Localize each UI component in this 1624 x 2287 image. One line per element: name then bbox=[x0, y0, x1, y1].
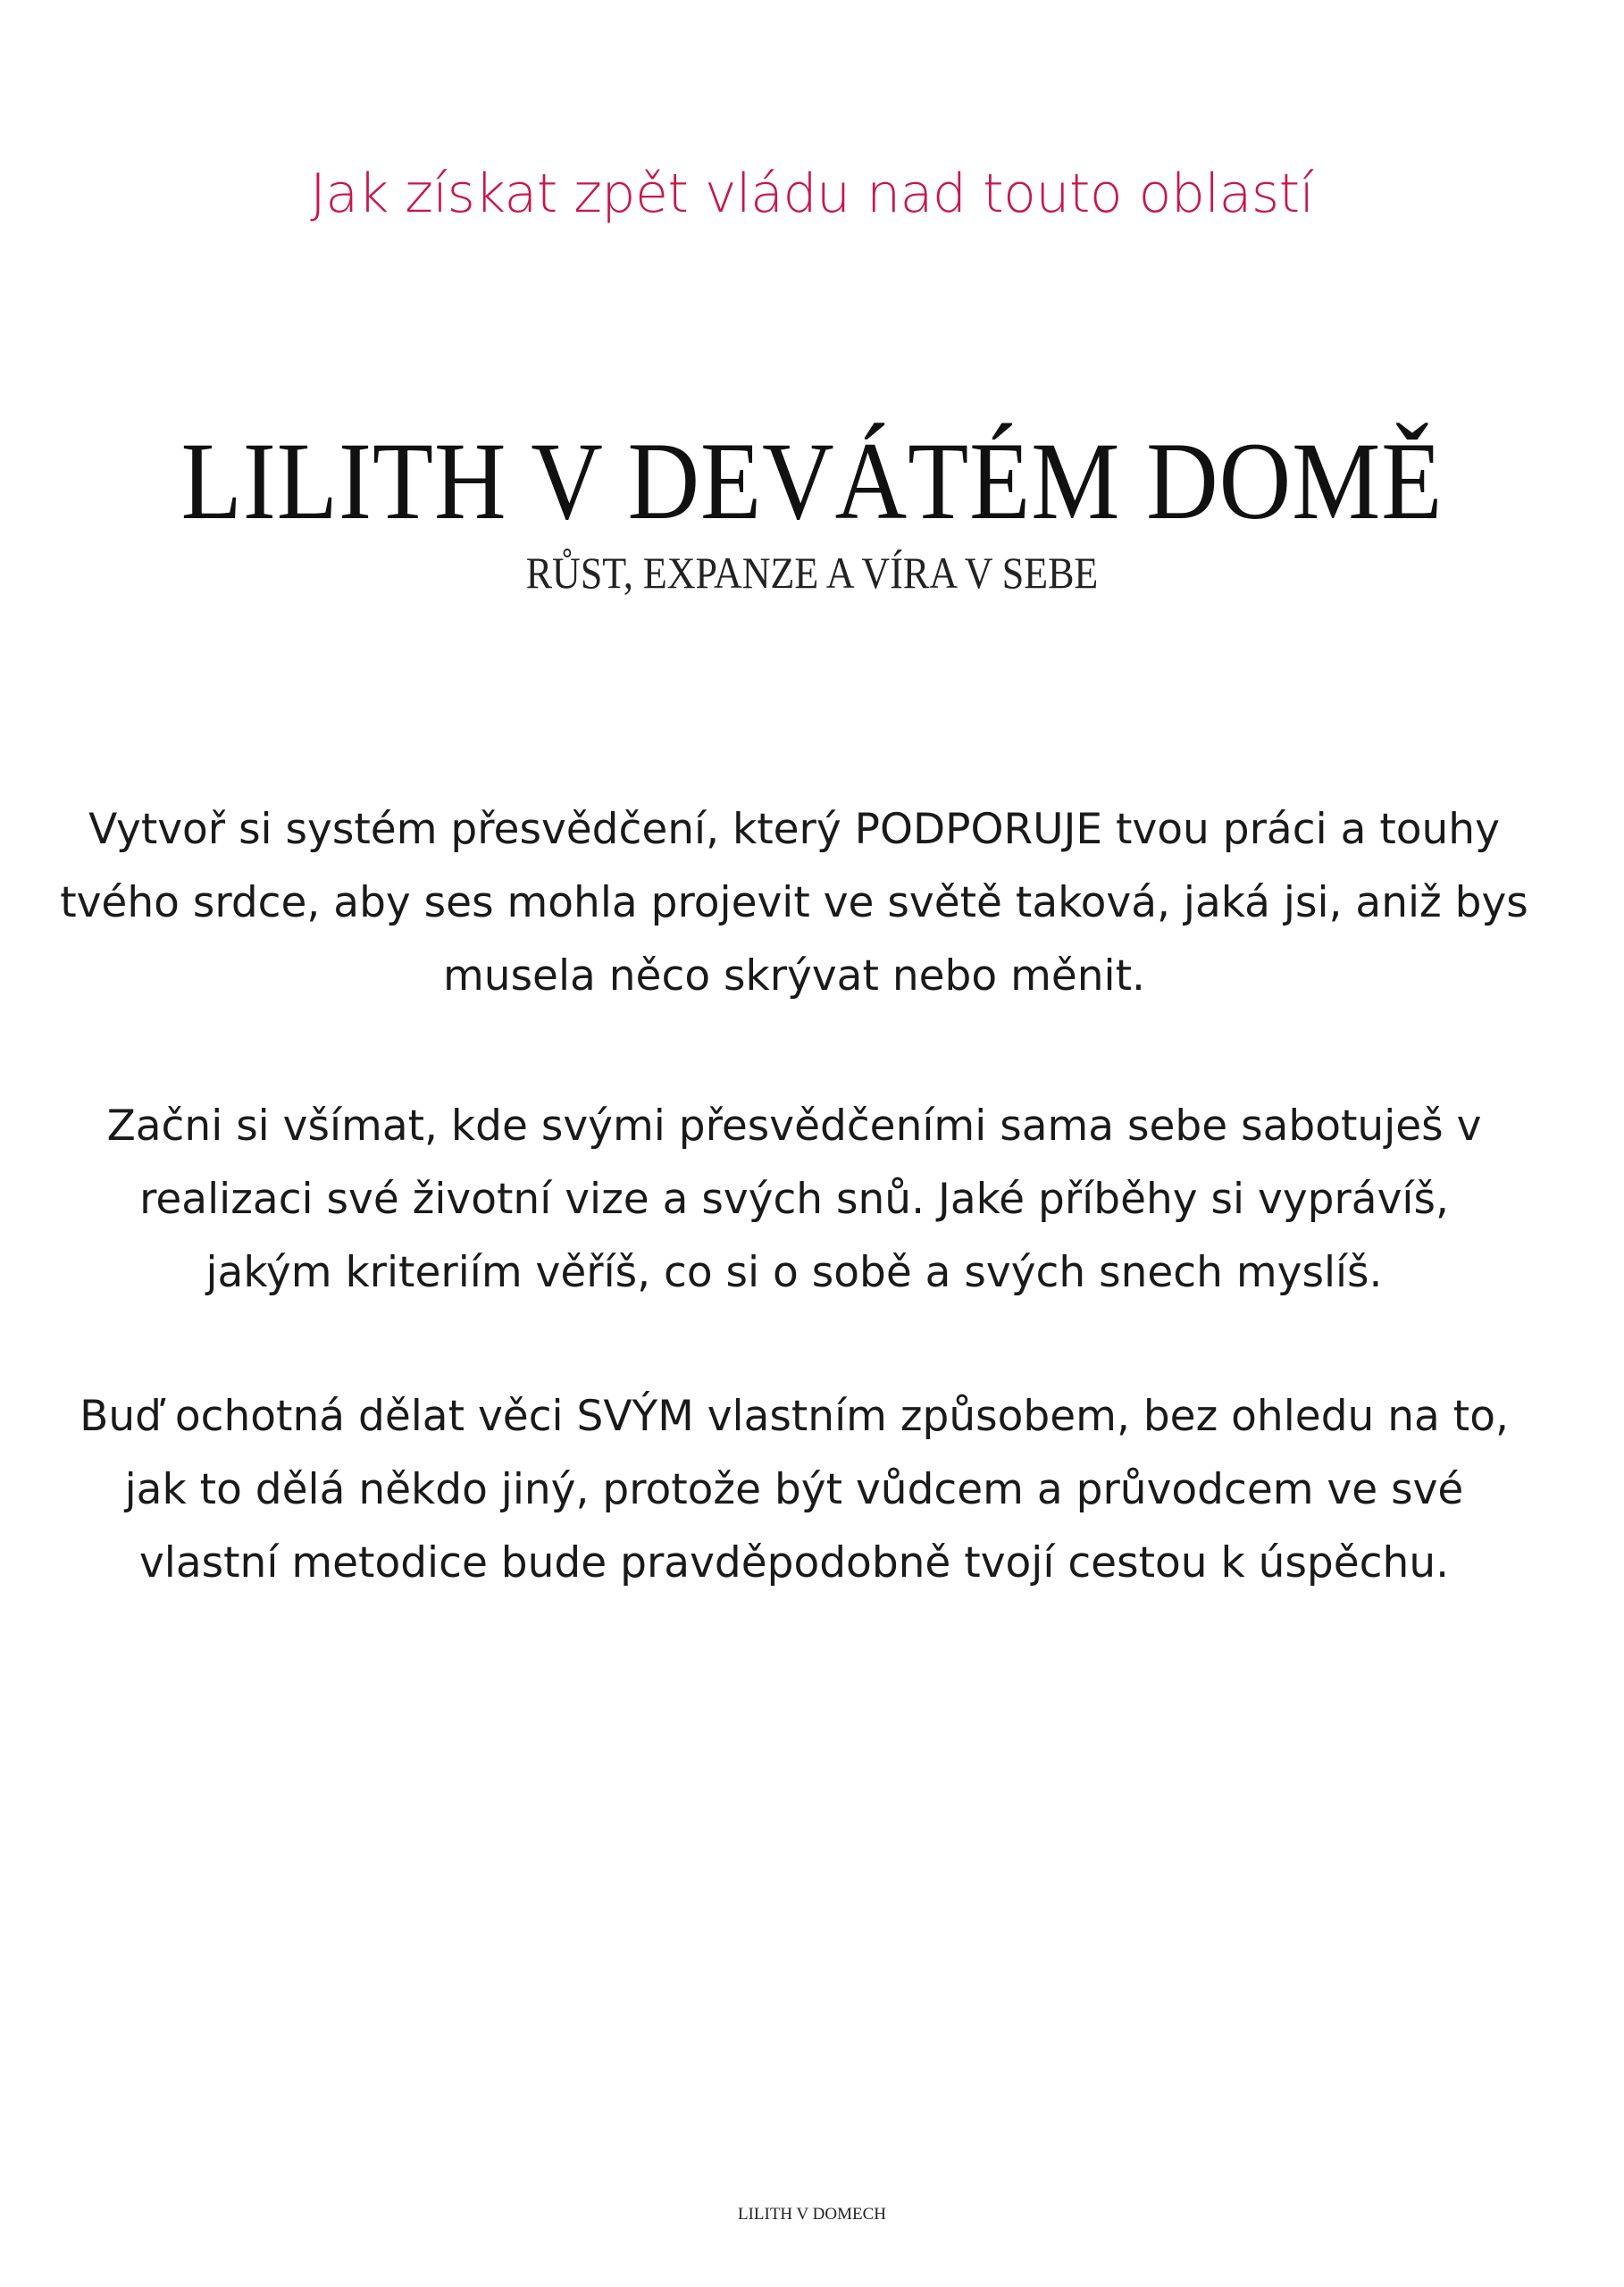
kicker-heading: Jak získat zpět vládu nad touto oblastí bbox=[310, 163, 1314, 225]
page-footer: LILITH V DOMECH bbox=[737, 2205, 887, 2224]
paragraph-line: musela něco skrývat nebo měnit. bbox=[443, 951, 1145, 1001]
paragraph-line: Buď ochotná dělat věci SVÝM vlastním způsobem, bez ohledu na to, bbox=[80, 1392, 1509, 1441]
paragraph-line: jakým kriteriím věříš, co si o sobě a svých snech myslíš. bbox=[205, 1248, 1383, 1297]
paragraph-2 bbox=[54, 1090, 1535, 1310]
paragraph-line: jak to dělá někdo jiný, protože být vůdcem a průvodcem ve své bbox=[124, 1465, 1464, 1514]
paragraph-1 bbox=[54, 793, 1535, 1013]
page-subtitle: RŮST, EXPANZE A VÍRA V SEBE bbox=[525, 548, 1099, 598]
page-title: LILITH V DEVÁTÉM DOMĚ bbox=[180, 420, 1444, 542]
paragraph-line: vlastní metodice bude pravděpodobně tvojí cestou k úspěchu. bbox=[138, 1538, 1450, 1587]
paragraph-line: realizaci své životní vize a svých snů. Jaké příběhy si vyprávíš, bbox=[139, 1175, 1449, 1224]
paragraph-line: Začni si všímat, kde svými přesvědčeními sama sebe sabotuješ v bbox=[106, 1102, 1482, 1151]
paragraph-line: tvého srdce, aby ses mohla projevit ve světě taková, jaká jsi, aniž bys bbox=[60, 878, 1528, 927]
paragraph-line: Vytvoř si systém přesvědčení, který PODPORUJE tvou práci a touhy bbox=[88, 805, 1500, 854]
paragraph-3 bbox=[54, 1380, 1535, 1600]
